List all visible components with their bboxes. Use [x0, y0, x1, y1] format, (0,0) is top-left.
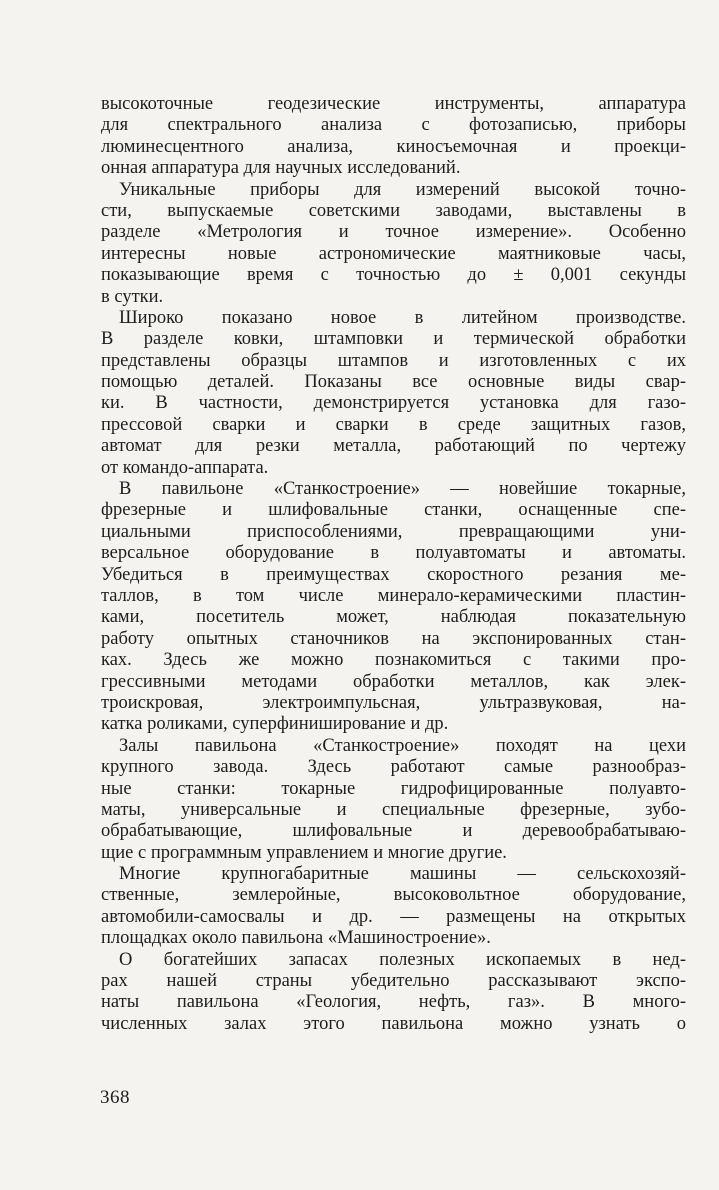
text-line: Залы павильона «Станкостроение» походят на цехи — [119, 735, 686, 756]
text-line: обрабатывающие, шлифовальные и деревообрабатываю- — [101, 821, 686, 842]
text-line: троискровая, электроимпульсная, ультразвуковая, на- — [101, 692, 686, 713]
text-line: ственные, землеройные, высоковольтное оборудование, — [101, 885, 686, 906]
text-line: разделе «Метрология и точное измерение». Особенно — [101, 222, 686, 243]
text-line: рах нашей страны убедительно рассказывают экспо- — [101, 971, 686, 992]
text-line: сти, выпускаемые советскими заводами, выставлены в — [101, 200, 686, 221]
text-line: Убедиться в преимуществах скоростного резания ме- — [101, 564, 686, 585]
text-line: работу опытных станочников на экспонированных стан- — [101, 628, 686, 649]
text-line: крупного завода. Здесь работают самые разнообраз- — [101, 757, 686, 778]
text-line: катка роликами, суперфиниширование и др. — [101, 714, 449, 735]
text-line: грессивными методами обработки металлов, как элек- — [101, 671, 686, 692]
text-line: онная аппаратура для научных исследований. — [101, 158, 461, 179]
text-line: таллов, в том числе минерало-керамическими пластин- — [101, 585, 686, 606]
text-line: щие с программным управлением и многие другие. — [101, 842, 507, 863]
text-line: В павильоне «Станкостроение» — новейшие токарные, — [119, 479, 686, 500]
text-line: автомат для резки металла, работающий по чертежу — [101, 436, 686, 457]
text-line: показывающие время с точностью до ± 0,001 секунды — [101, 265, 686, 286]
text-line: интересны новые астрономические маятниковые часы, — [101, 243, 686, 264]
text-line: версальное оборудование в полуавтоматы и автоматы. — [101, 543, 686, 564]
text-line: Многие крупногабаритные машины — сельскохозяй- — [119, 864, 686, 885]
text-line: люминесцентного анализа, киносъемочная и проекци- — [101, 136, 686, 157]
text-line: циальными приспособлениями, превращающими уни- — [101, 521, 686, 542]
text-line: О богатейших запасах полезных ископаемых в нед- — [119, 949, 686, 970]
text-line: Уникальные приборы для измерений высокой точно- — [119, 179, 686, 200]
text-line: наты павильона «Геология, нефть, газ». В много- — [101, 992, 686, 1013]
text-line: ках. Здесь же можно познакомиться с такими про- — [101, 650, 686, 671]
text-line: ные станки: токарные гидрофицированные полуавто- — [101, 778, 686, 799]
text-line: В разделе ковки, штамповки и термической обработки — [101, 329, 686, 350]
text-line: помощью деталей. Показаны все основные виды свар- — [101, 372, 686, 393]
text-line: Широко показано новое в литейном производстве. — [119, 307, 686, 328]
text-line: автомобили-самосвалы и др. — размещены на открытых — [101, 906, 686, 927]
text-line: прессовой сварки и сварки в среде защитных газов, — [101, 414, 686, 435]
text-line: численных залах этого павильона можно узнать о — [101, 1013, 686, 1034]
text-line: маты, универсальные и специальные фрезерные, зубо- — [101, 799, 686, 820]
text-line: фрезерные и шлифовальные станки, оснащенные спе- — [101, 500, 686, 521]
text-line: ками, посетитель может, наблюдая показательную — [101, 607, 686, 628]
text-line: представлены образцы штампов и изготовленных с их — [101, 350, 686, 371]
text-line: высокоточные геодезические инструменты, аппаратура — [101, 94, 686, 114]
text-line: ки. В частности, демонстрируется установка для газо- — [101, 393, 686, 414]
page-number: 368 — [100, 1087, 130, 1108]
text-line: в сутки. — [101, 286, 164, 307]
body-text — [101, 94, 686, 1035]
text-line: от командо-аппарата. — [101, 457, 269, 478]
text-line: для спектрального анализа с фотозаписью, приборы — [101, 115, 686, 136]
text-line: площадках около павильона «Машиностроение». — [101, 928, 491, 949]
